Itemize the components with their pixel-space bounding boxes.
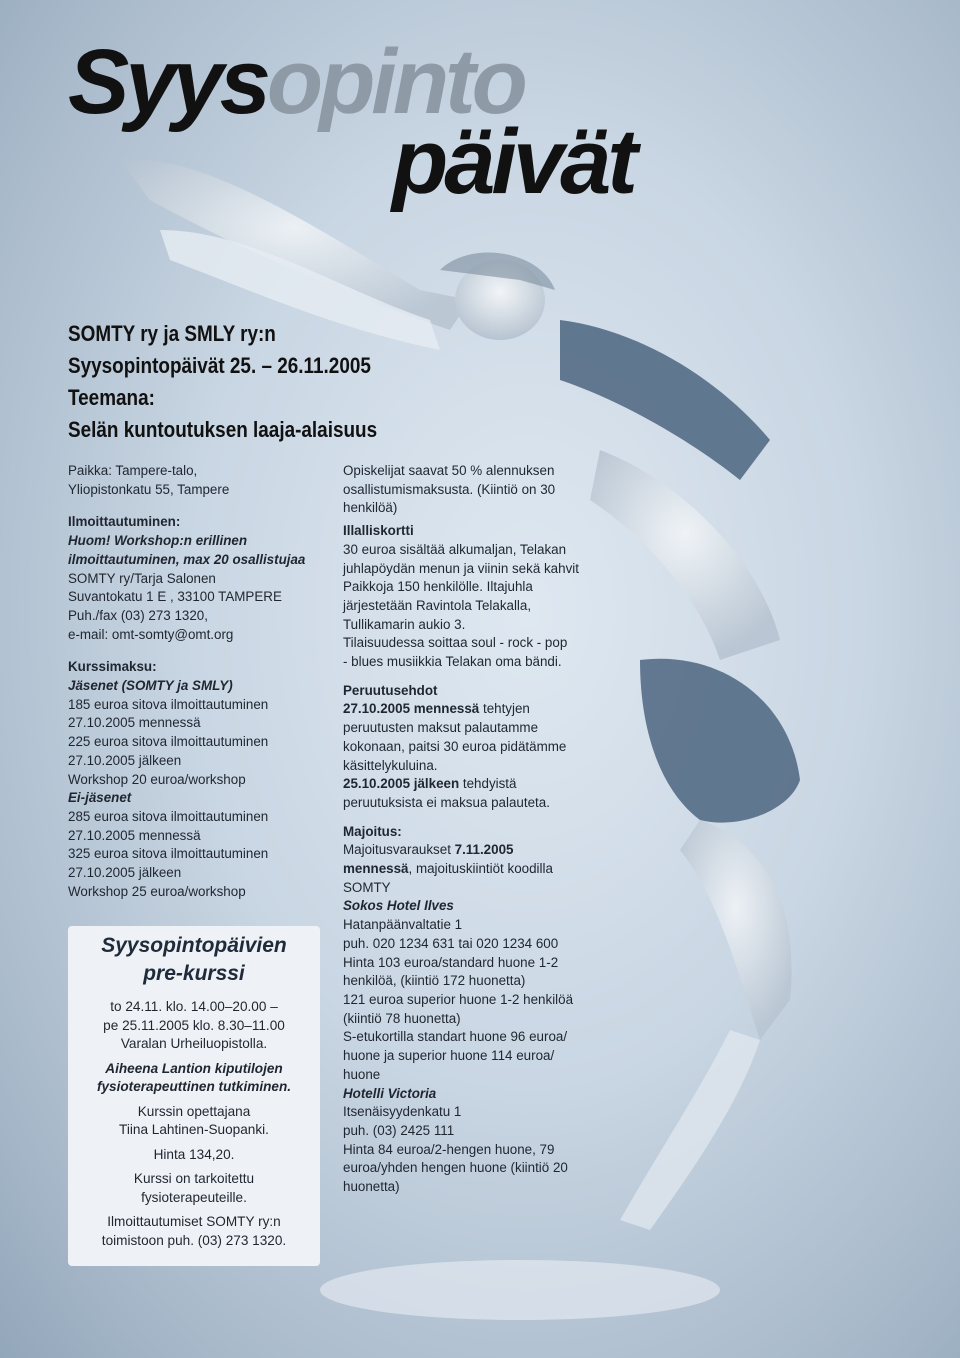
hotel-line: Hinta 103 euroa/standard huone 1-2 — [343, 954, 559, 970]
members-title: Jäsenet (SOMTY ja SMLY) — [68, 678, 233, 694]
lodging-code: SOMTY — [343, 879, 391, 895]
cancel-date: 25.10.2005 jälkeen — [343, 776, 460, 792]
cancel-title: Peruutusehdot — [343, 682, 438, 698]
hotel-line: S-etukortilla standart huone 96 euroa/ — [343, 1029, 568, 1045]
registration-note: Huom! Workshop:n erillinen — [68, 533, 248, 549]
cancel-line: peruutuksista ei maksua palauteta. — [343, 794, 550, 810]
schedule-line: to 24.11. klo. 14.00–20.00 – — [110, 999, 278, 1014]
lodging-line — [343, 841, 613, 860]
schedule-line: Varalan Urheiluopistolla. — [120, 1036, 268, 1051]
contact-line: Puh./fax (03) 273 1320, — [68, 607, 208, 623]
hotel-line: henkilöä, (kiintiö 172 huonetta) — [343, 973, 526, 989]
dinner-line: Tilaisuudessa soittaa soul - rock - pop — [343, 635, 568, 651]
hotel-line: euroa/yhden hengen huone (kiintiö 20 — [343, 1160, 568, 1176]
teacher-line: Tiina Lahtinen-Suopanki. — [119, 1122, 269, 1137]
precourse-title: Syysopintopäivien — [101, 934, 287, 957]
hotel-line: Hinta 84 euroa/2-hengen huone, 79 — [343, 1141, 555, 1157]
contact-line: SOMTY ry/Tarja Salonen — [68, 570, 216, 586]
fee-line: 285 euroa sitova ilmoittautuminen — [68, 808, 269, 824]
precourse-title: pre-kurssi — [143, 962, 245, 985]
heading-line: Selän kuntoutuksen laaja-alaisuus — [68, 417, 378, 442]
dinner-line: järjestetään Ravintola Telakalla, — [343, 597, 532, 613]
hotel-line: puh. 020 1234 631 tai 020 1234 600 — [343, 935, 559, 951]
lodging-date-2: mennessä — [343, 861, 409, 877]
audience-line: fysioterapeuteille. — [141, 1189, 247, 1205]
lodging-line — [343, 860, 613, 879]
event-heading — [68, 318, 377, 446]
lodging-title: Majoitus: — [343, 823, 402, 839]
fee-line: 27.10.2005 jälkeen — [68, 752, 182, 768]
fee-line: Workshop 25 euroa/workshop — [68, 883, 246, 899]
fee-line: 27.10.2005 mennessä — [68, 827, 201, 843]
heading-line: Teemana: — [68, 385, 155, 410]
title-line-2: päivät — [392, 111, 634, 213]
lodging-date: 7.11.2005 — [454, 842, 514, 858]
place-line: Yliopistonkatu 55, Tampere — [68, 481, 230, 497]
hotel-line: huone — [343, 1066, 381, 1082]
fee-line: Workshop 20 euroa/workshop — [68, 771, 246, 787]
cancel-line: peruutusten maksut palautamme — [343, 720, 539, 736]
registration-title: Ilmoittautuminen: — [68, 514, 181, 530]
cancel-line — [343, 775, 613, 794]
dinner-line: Paikkoja 150 henkilölle. Iltajuhla — [343, 579, 533, 595]
registration-note: ilmoittautuminen, max 20 osallistujaa — [68, 551, 306, 567]
registration-line: toimistoon puh. (03) 273 1320. — [101, 1232, 287, 1248]
price-line: Hinta 134,20. — [153, 1146, 235, 1162]
hotel-line: (kiintiö 78 huonetta) — [343, 1010, 461, 1026]
audience-line: Kurssi on tarkoitettu — [133, 1171, 255, 1186]
students-line: henkilöä) — [343, 500, 398, 516]
hotel-line: Itsenäisyydenkatu 1 — [343, 1104, 462, 1120]
heading-line: SOMTY ry ja SMLY ry:n — [68, 321, 276, 346]
right-column — [343, 462, 613, 1197]
students-line: Opiskelijat saavat 50 % alennuksen — [343, 463, 555, 478]
place-line: Paikka: Tampere-talo, — [68, 463, 198, 478]
email-line: e-mail: omt-somty@omt.org — [68, 626, 234, 642]
lodging-post: , majoituskiintiöt koodilla — [408, 861, 553, 877]
students-line: osallistumismaksusta. (Kiintiö on 30 — [343, 481, 556, 497]
hotel-line: Hatanpäänvaltatie 1 — [343, 917, 463, 933]
hotel-line: 121 euroa superior huone 1-2 henkilöä — [343, 991, 574, 1007]
fee-line: 185 euroa sitova ilmoittautuminen — [68, 696, 269, 712]
title-part-2: opinto — [266, 31, 524, 133]
cancel-date: 27.10.2005 mennessä — [343, 701, 480, 717]
teacher-line: Kurssin opettajana — [137, 1103, 251, 1119]
cancel-line: kokonaan, paitsi 30 euroa pidätämme — [343, 738, 567, 754]
hotel-line: huone ja superior huone 114 euroa/ — [343, 1048, 555, 1064]
fee-line: 27.10.2005 jälkeen — [68, 865, 182, 881]
hotel-line: puh. (03) 2425 111 — [343, 1122, 455, 1138]
dinner-line: Tullikamarin aukio 3. — [343, 616, 466, 632]
dinner-line: - blues musiikkia Telakan oma bändi. — [343, 654, 562, 670]
fee-line: 225 euroa sitova ilmoittautuminen — [68, 734, 269, 750]
hotel-line: huonetta) — [343, 1179, 400, 1195]
fee-line: 27.10.2005 mennessä — [68, 715, 201, 731]
cancel-line — [343, 700, 613, 719]
cancel-text: tehtyjen — [479, 701, 530, 717]
registration-line: Ilmoittautumiset SOMTY ry:n — [107, 1214, 281, 1229]
fee-line: 325 euroa sitova ilmoittautuminen — [68, 846, 269, 862]
cancel-text: tehdyistä — [459, 776, 517, 792]
fee-title: Kurssimaksu: — [68, 659, 157, 675]
contact-line: Suvantokatu 1 E , 33100 TAMPERE — [68, 589, 282, 605]
cancel-line: käsittelykuluina. — [343, 757, 438, 773]
dinner-title: Illalliskortti — [343, 523, 414, 539]
lodging-pre: Majoitusvaraukset — [343, 842, 455, 858]
heading-line: Syysopintopäivät 25. – 26.11.2005 — [68, 353, 371, 378]
dinner-line: juhlapöydän menun ja viinin sekä kahvit — [343, 560, 579, 576]
precourse-box — [68, 926, 320, 1266]
title-part-1: Syys — [68, 31, 267, 133]
topic-line: Aiheena Lantion kiputilojen — [105, 1060, 283, 1076]
nonmembers-title: Ei-jäsenet — [68, 790, 132, 806]
hotel-name: Hotelli Victoria — [343, 1085, 437, 1101]
dinner-line: 30 euroa sisältää alkumaljan, Telakan — [343, 541, 567, 557]
left-column — [68, 462, 318, 901]
schedule-line: pe 25.11.2005 klo. 8.30–11.00 — [103, 1017, 285, 1033]
hotel-name: Sokos Hotel Ilves — [343, 898, 454, 914]
topic-line: fysioterapeuttinen tutkiminen. — [96, 1079, 292, 1094]
